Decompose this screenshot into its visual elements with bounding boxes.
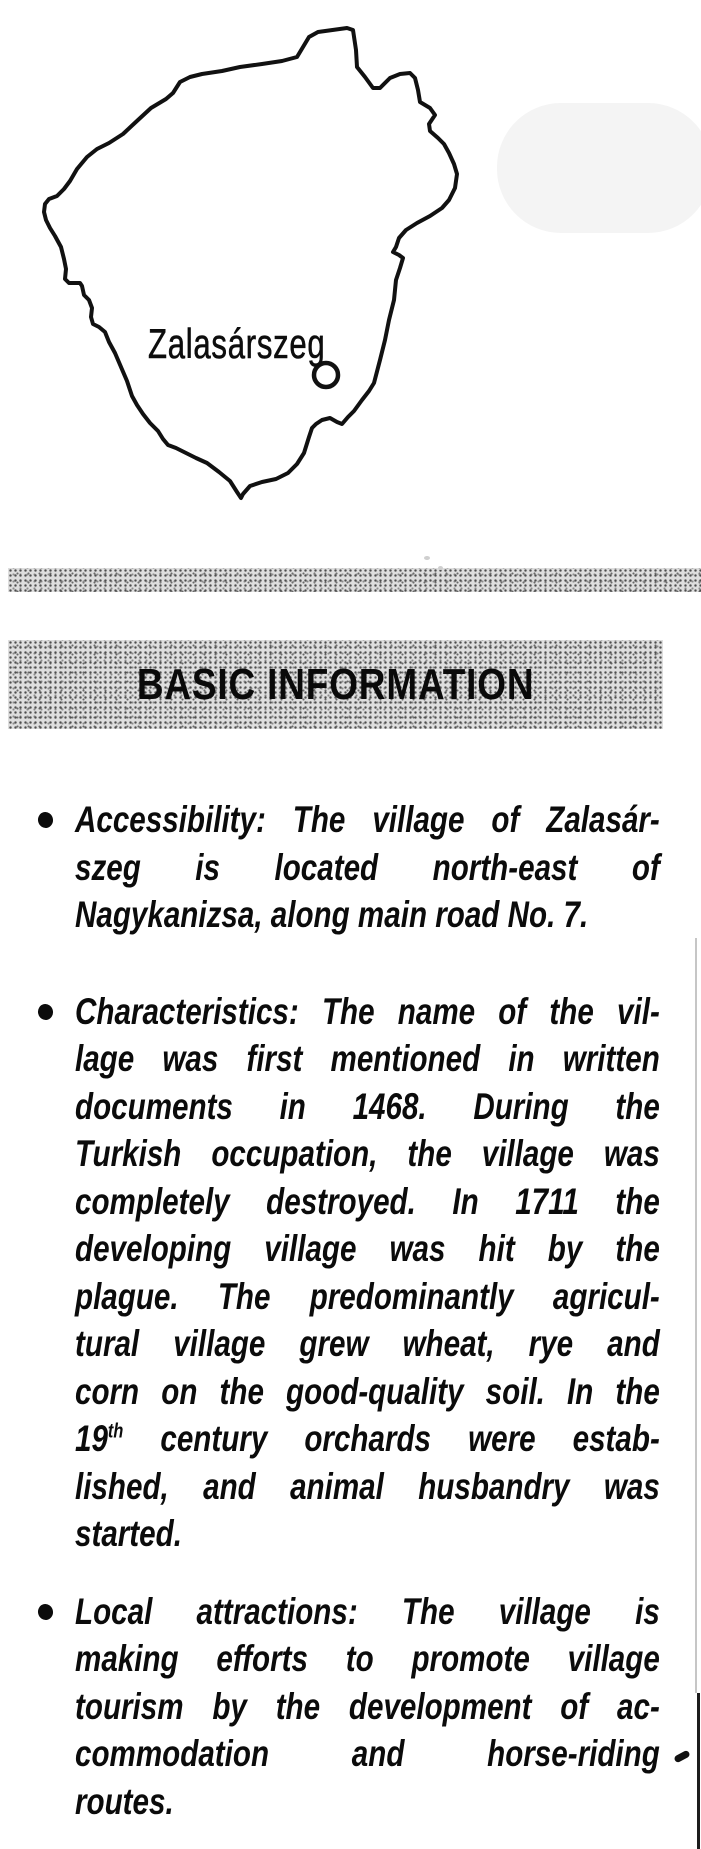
map-label: Zalasárszeg — [148, 320, 326, 367]
district-map — [0, 0, 701, 510]
text-line: lished, and animal husbandry was — [75, 1465, 660, 1507]
bullet-paragraph-local-attractions — [0, 1588, 660, 1826]
text-line: Nagykanizsa, along main road No. 7. — [75, 894, 589, 935]
bullet-icon — [37, 1002, 55, 1021]
text-line: plague. The predominantly agricul- — [75, 1275, 660, 1317]
bullet-list — [0, 796, 701, 1825]
text-line: szeg is located north-east of — [75, 846, 660, 888]
text-line: commodation and horse-riding — [75, 1733, 660, 1774]
text-line: Turkish occupation, the village was — [75, 1133, 660, 1174]
text-line: tural village grew wheat, rye and — [75, 1323, 660, 1364]
scan-edge-line — [695, 938, 697, 1693]
text-line: lage was first mentioned in written — [75, 1038, 660, 1079]
scan-blob — [497, 103, 701, 233]
bullet-icon — [37, 1602, 55, 1621]
text-line: started. — [75, 1513, 182, 1554]
bullet-paragraph-accessibility — [0, 796, 660, 939]
section-title: BASIC INFORMATION — [136, 659, 535, 709]
bullet-icon — [37, 811, 55, 830]
text-line: tourism by the development of ac- — [75, 1685, 660, 1727]
halftone-divider — [8, 568, 701, 592]
text-line: documents in 1468. During the — [75, 1085, 660, 1127]
scan-speckle — [424, 556, 430, 560]
bullet-paragraph-characteristics — [0, 988, 660, 1558]
scan-edge-line-dark — [697, 1693, 700, 1849]
text-line: Accessibility: The village of Zalasár- — [75, 799, 660, 840]
text-line: 19th century orchards were estab- — [75, 1418, 660, 1459]
text-line: making efforts to promote village — [75, 1638, 660, 1679]
scan-speckle — [438, 566, 443, 570]
section-header-bar — [8, 640, 663, 729]
text-line: corn on the good-quality soil. In the — [75, 1370, 660, 1412]
district-outline — [44, 28, 457, 498]
text-line: completely destroyed. In 1711 the — [75, 1180, 660, 1222]
text-line: Local attractions: The village is — [75, 1590, 660, 1632]
text-line: routes. — [75, 1780, 174, 1822]
text-line: Characteristics: The name of the vil- — [75, 990, 660, 1032]
text-line: developing village was hit by the — [75, 1228, 660, 1269]
